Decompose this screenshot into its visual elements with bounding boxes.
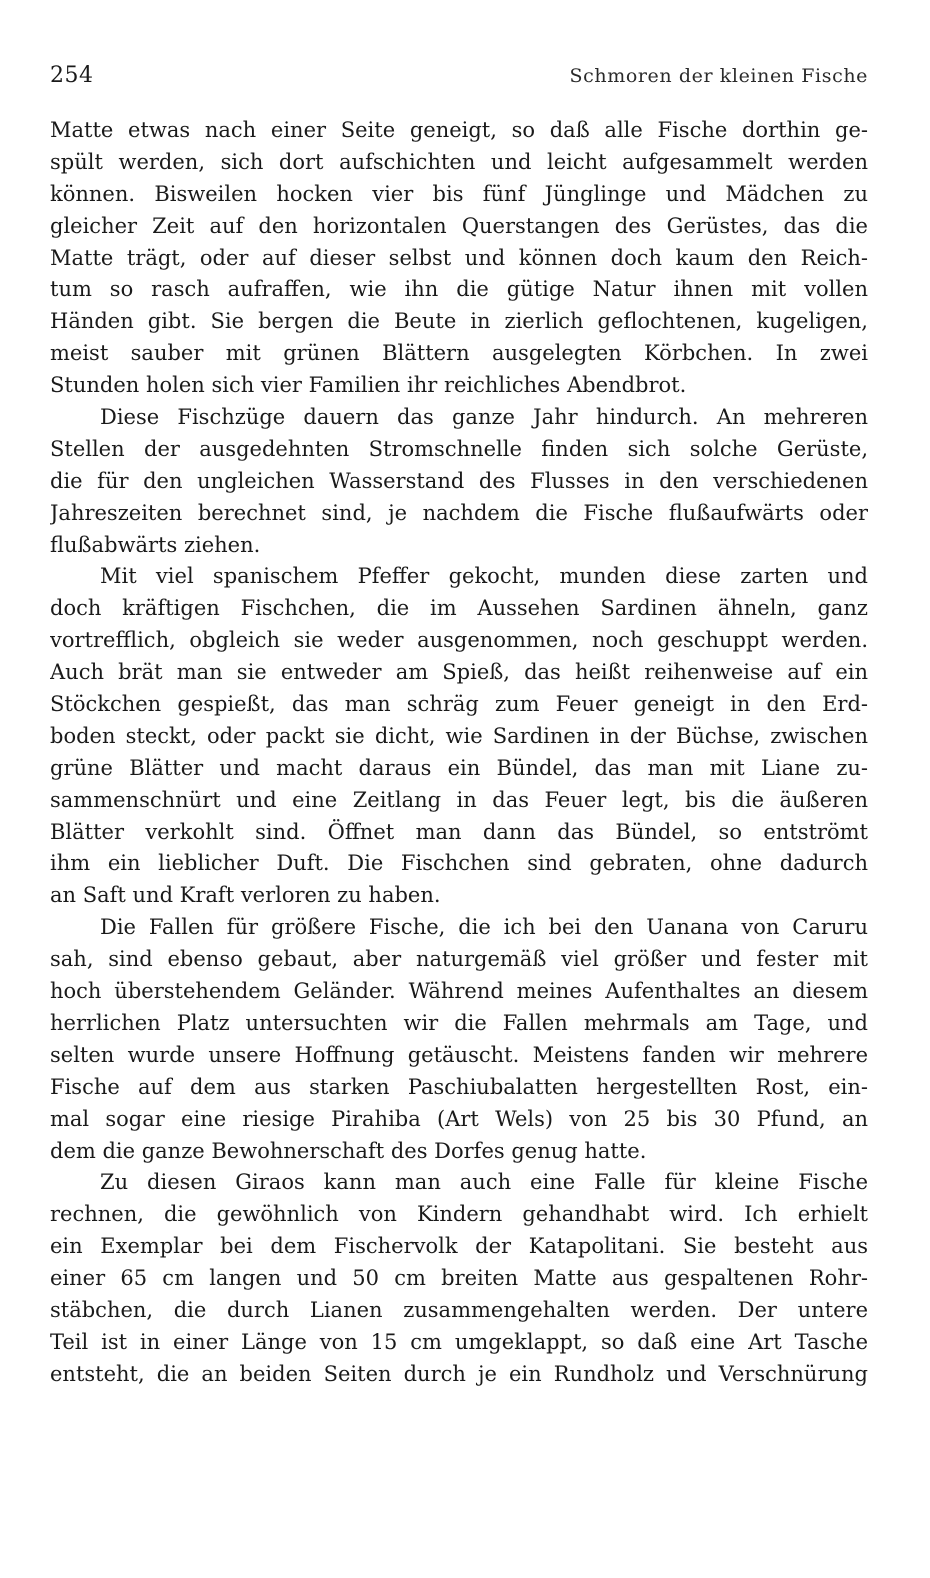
paragraph-3 [50,561,868,912]
paragraph-1 [50,115,868,402]
paragraph-2 [50,402,868,561]
text-line: an Saft und Kraft verloren zu haben. [50,883,441,908]
text-line: selten wurde unsere Hoffnung getäuscht. Meistens fanden wir mehrere [50,1042,868,1067]
text-line: Matte etwas nach einer Seite geneigt, so daß alle Fische dorthin ge- [50,118,868,142]
text-line: doch kräftigen Fischchen, die im Aussehen Sardinen ähneln, ganz [50,596,868,621]
text-line: boden steckt, oder packt sie dicht, wie Sardinen in der Büchse, zwischen [50,723,868,748]
text-line: mal sogar eine riesige Pirahiba (Art Wels) von 25 bis 30 Pfund, an [50,1106,868,1131]
text-line: die für den ungleichen Wasserstand des Flusses in den verschiedenen [50,468,868,493]
paragraph-4 [50,912,868,1167]
text-line: Die Fallen für größere Fische, die ich bei den Uanana von Caruru [100,915,868,940]
text-line: herrlichen Platz untersuchten wir die Fallen mehrmals am Tage, und [50,1010,868,1035]
body-text [50,115,868,1391]
text-line: spült werden, sich dort aufschichten und leicht aufgesammelt werden [50,149,868,174]
text-line: Auch brät man sie entweder am Spieß, das heißt reihenweise auf ein [50,660,868,685]
page-number: 254 [50,63,94,88]
text-line: flußabwärts ziehen. [50,532,261,557]
text-line: tum so rasch aufraffen, wie ihn die gütige Natur ihnen mit vollen [50,277,868,302]
text-line: stäbchen, die durch Lianen zusammengehalten werden. Der untere [50,1297,868,1322]
running-title: Schmoren der kleinen Fische [569,65,868,87]
text-line: sah, sind ebenso gebaut, aber naturgemäß viel größer und fester mit [50,947,868,972]
text-line: können. Bisweilen hocken vier bis fünf Jünglinge und Mädchen zu [50,181,868,206]
text-line: gleicher Zeit auf den horizontalen Querstangen des Gerüstes, das die [50,213,868,238]
text-line: Zu diesen Giraos kann man auch eine Falle für kleine Fische [100,1170,868,1195]
text-line: Mit viel spanischem Pfeffer gekocht, munden diese zarten und [100,564,868,589]
text-line: Diese Fischzüge dauern das ganze Jahr hindurch. An mehreren [100,405,868,430]
text-line: ein Exemplar bei dem Fischervolk der Katapolitani. Sie besteht aus [50,1234,868,1259]
text-line: einer 65 cm langen und 50 cm breiten Matte aus gespaltenen Rohr- [50,1266,868,1291]
running-head [50,58,868,94]
text-line: meist sauber mit grünen Blättern ausgelegten Körbchen. In zwei [50,341,868,366]
paragraph-5 [50,1167,868,1390]
text-line: vortrefflich, obgleich sie weder ausgenommen, noch geschuppt werden. [50,628,868,653]
text-line: dem die ganze Bewohnerschaft des Dorfes genug hatte. [50,1138,647,1163]
text-line: ihm ein lieblicher Duft. Die Fischchen sind gebraten, ohne dadurch [50,851,868,876]
text-line: Teil ist in einer Länge von 15 cm umgeklappt, so daß eine Art Tasche [50,1329,868,1354]
text-line: hoch überstehendem Geländer. Während meines Aufenthaltes an diesem [50,979,868,1004]
text-line: Stunden holen sich vier Familien ihr reichliches Abendbrot. [50,373,687,398]
text-line: Blätter verkohlt sind. Öffnet man dann das Bündel, so entströmt [50,819,868,844]
text-line: grüne Blätter und macht daraus ein Bündel, das man mit Liane zu- [50,755,868,780]
text-line: Händen gibt. Sie bergen die Beute in zierlich geflochtenen, kugeligen, [50,309,868,334]
text-line: Jahreszeiten berechnet sind, je nachdem die Fische flußaufwärts oder [50,500,868,525]
text-line: Stöckchen gespießt, das man schräg zum Feuer geneigt in den Erd- [50,692,868,717]
text-line: entsteht, die an beiden Seiten durch je ein Rundholz und Verschnürung [50,1361,868,1386]
text-line: Stellen der ausgedehnten Stromschnelle finden sich solche Gerüste, [50,436,868,461]
text-line: rechnen, die gewöhnlich von Kindern gehandhabt wird. Ich erhielt [50,1202,868,1227]
text-line: sammenschnürt und eine Zeitlang in das Feuer legt, bis die äußeren [50,787,868,812]
text-line: Matte trägt, oder auf dieser selbst und können doch kaum den Reich- [50,245,868,270]
text-line: Fische auf dem aus starken Paschiubalatten hergestellten Rost, ein- [50,1074,868,1099]
